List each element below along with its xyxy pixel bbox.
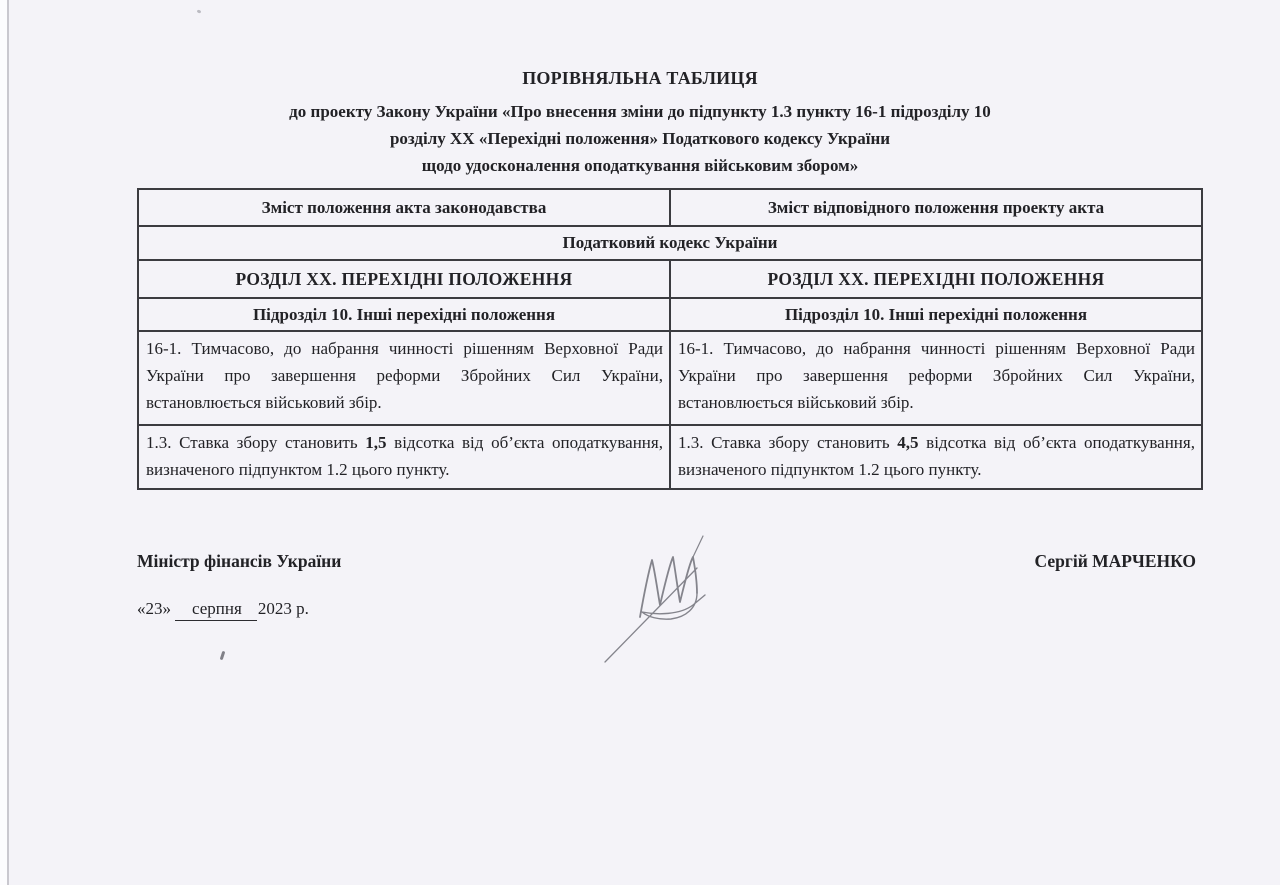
document-subtitle-line-2: розділу XX «Перехідні положення» Податкового кодексу України [389,129,891,148]
point-1-3-draft-text: 1.3. Ставка збору становить [678,433,898,452]
table-row-point-16-1 [138,331,1202,425]
signer-name: Сергій МАРЧЕНКО [1034,551,1196,571]
table-header-row [138,189,1202,226]
chapter-cell-right: РОЗДІЛ XX. ПЕРЕХІДНІ ПОЛОЖЕННЯ [670,260,1202,298]
header-cell-draft-law: Зміст відповідного положення проекту акта [670,189,1202,226]
pen-mark [220,651,226,660]
table-chapter-row [138,260,1202,298]
header-cell-current-law: Зміст положення акта законодавства [138,189,670,226]
signer-position-title: Міністр фінансів України [137,551,342,571]
date-year: 2023 р. [257,599,309,618]
table-row-point-1-3 [138,425,1202,489]
point-16-1-current: 16-1. Тимчасово, до набрання чинності рішенням Верховної Ради України про завершення реформи Збройних Сил України, встановлюється військовий збір. [138,331,670,425]
table-section-row [138,226,1202,260]
point-1-3-current-tail: відсотка від об’єкта оподаткування, визначеного підпунктом 1.2 цього пункту. [146,433,663,479]
point-1-3-current [138,425,670,489]
point-1-3-draft-tail: відсотка від об’єкта оподаткування, визначеного підпунктом 1.2 цього пункту. [678,433,1195,479]
rate-value-current: 1,5 [365,433,387,452]
rate-value-draft: 4,5 [897,433,919,452]
document-subtitle-line-1: до проекту Закону України «Про внесення зміни до підпункту 1.3 пункту 16-1 підрозділу 10 [289,102,991,121]
document-header [0,68,1280,179]
point-1-3-current-text: 1.3. Ставка збору становить [146,433,366,452]
table-subchapter-row [138,298,1202,331]
point-1-3-draft [670,425,1202,489]
point-16-1-draft: 16-1. Тимчасово, до набрання чинності рішенням Верховної Ради України про завершення реформи Збройних Сил України, встановлюється військовий збір. [670,331,1202,425]
document-title: ПОРІВНЯЛЬНА ТАБЛИЦЯ [522,68,758,88]
section-title-cell: Податковий кодекс України [138,226,1202,260]
document-date [137,599,309,621]
comparison-table [137,188,1203,490]
scan-speck [197,9,202,13]
handwritten-signature [585,516,750,666]
date-day: «23» [137,599,171,618]
date-month: серпня [175,599,257,621]
subchapter-cell-right: Підрозділ 10. Інші перехідні положення [670,298,1202,331]
subchapter-cell-left: Підрозділ 10. Інші перехідні положення [138,298,670,331]
chapter-cell-left: РОЗДІЛ XX. ПЕРЕХІДНІ ПОЛОЖЕННЯ [138,260,670,298]
document-subtitle-line-3: щодо удосконалення оподаткування військовим збором» [421,156,859,175]
signature-strokes [585,516,750,666]
